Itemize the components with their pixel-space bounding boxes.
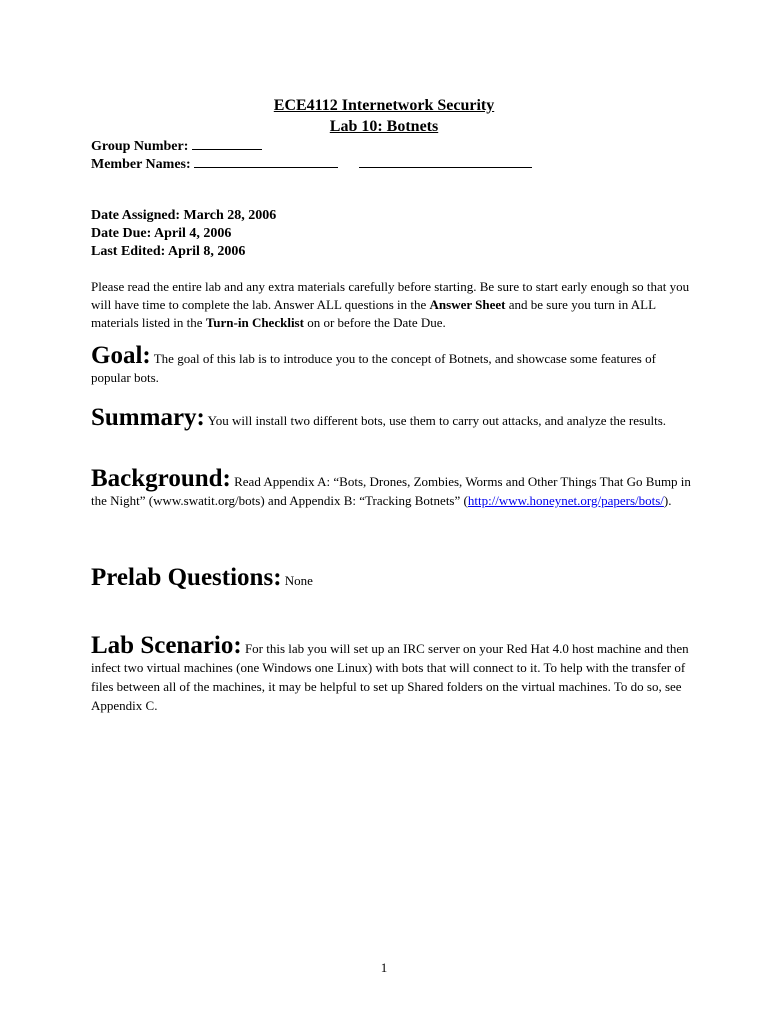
- prelab-text: None: [281, 573, 313, 588]
- goal-section: [91, 342, 691, 387]
- scenario-text: For this lab you will set up an IRC server on your Red Hat 4.0 host machine and then infect two virtual machines (one Windows one Linux) with bots that will connect to it. To help with the transfer of files between all of the machines, it may be helpful to set up Shared folders on the virtual machines. To do so, see Appendix C.: [91, 641, 689, 713]
- summary-section: [91, 404, 691, 431]
- goal-heading: Goal:: [91, 342, 151, 369]
- page-number: 1: [380, 960, 388, 975]
- last-edited: Last Edited: April 8, 2006: [91, 244, 246, 259]
- background-text: Read Appendix A: “Bots, Drones, Zombies, Worms and Other Things That Go Bump in the Night” (www.swatit.org/bots) and Appendix B: “Tracking Botnets” (: [91, 474, 691, 508]
- honeynet-link[interactable]: http://www.honeynet.org/papers/bots/: [467, 493, 664, 508]
- prelab-heading: Prelab Questions:: [91, 564, 282, 591]
- background-heading: Background:: [91, 465, 231, 492]
- member-names-line: [91, 154, 532, 174]
- goal-text: The goal of this lab is to introduce you to the concept of Botnets, and showcase some features of popular bots.: [91, 351, 656, 385]
- member-names-label: Member Names:: [91, 157, 191, 172]
- answer-sheet-ref: Answer Sheet: [429, 297, 506, 312]
- group-number-label: Group Number:: [91, 139, 189, 154]
- prelab-section: [91, 564, 691, 591]
- member-name-blank-1: [194, 154, 338, 168]
- background-text-end: ).: [663, 493, 672, 508]
- intro-text-2: and be sure you turn in ALL materials listed in the: [91, 297, 656, 330]
- turn-in-checklist-ref: Turn-in Checklist: [205, 315, 304, 330]
- lab-title: Lab 10: Botnets: [329, 118, 439, 135]
- group-number-line: [91, 136, 262, 156]
- intro-paragraph: [91, 278, 691, 332]
- intro-text-1: Please read the entire lab and any extra materials carefully before starting. Be sure to start early enough so that you will have time to complete the lab. Answer ALL questions in the: [91, 279, 690, 312]
- date-due: Date Due: April 4, 2006: [91, 226, 232, 241]
- date-assigned: Date Assigned: March 28, 2006: [91, 208, 277, 223]
- intro-text-3: on or before the Date Due.: [303, 315, 446, 330]
- scenario-section: [91, 632, 691, 715]
- background-section: [91, 465, 691, 510]
- scenario-heading: Lab Scenario:: [91, 632, 242, 659]
- member-name-blank-2: [359, 154, 532, 168]
- summary-text: You will install two different bots, use them to carry out attacks, and analyze the results.: [204, 413, 667, 428]
- title-block: [0, 95, 768, 137]
- group-number-blank: [192, 136, 262, 150]
- course-title: ECE4112 Internetwork Security: [273, 97, 495, 114]
- summary-heading: Summary:: [91, 404, 205, 431]
